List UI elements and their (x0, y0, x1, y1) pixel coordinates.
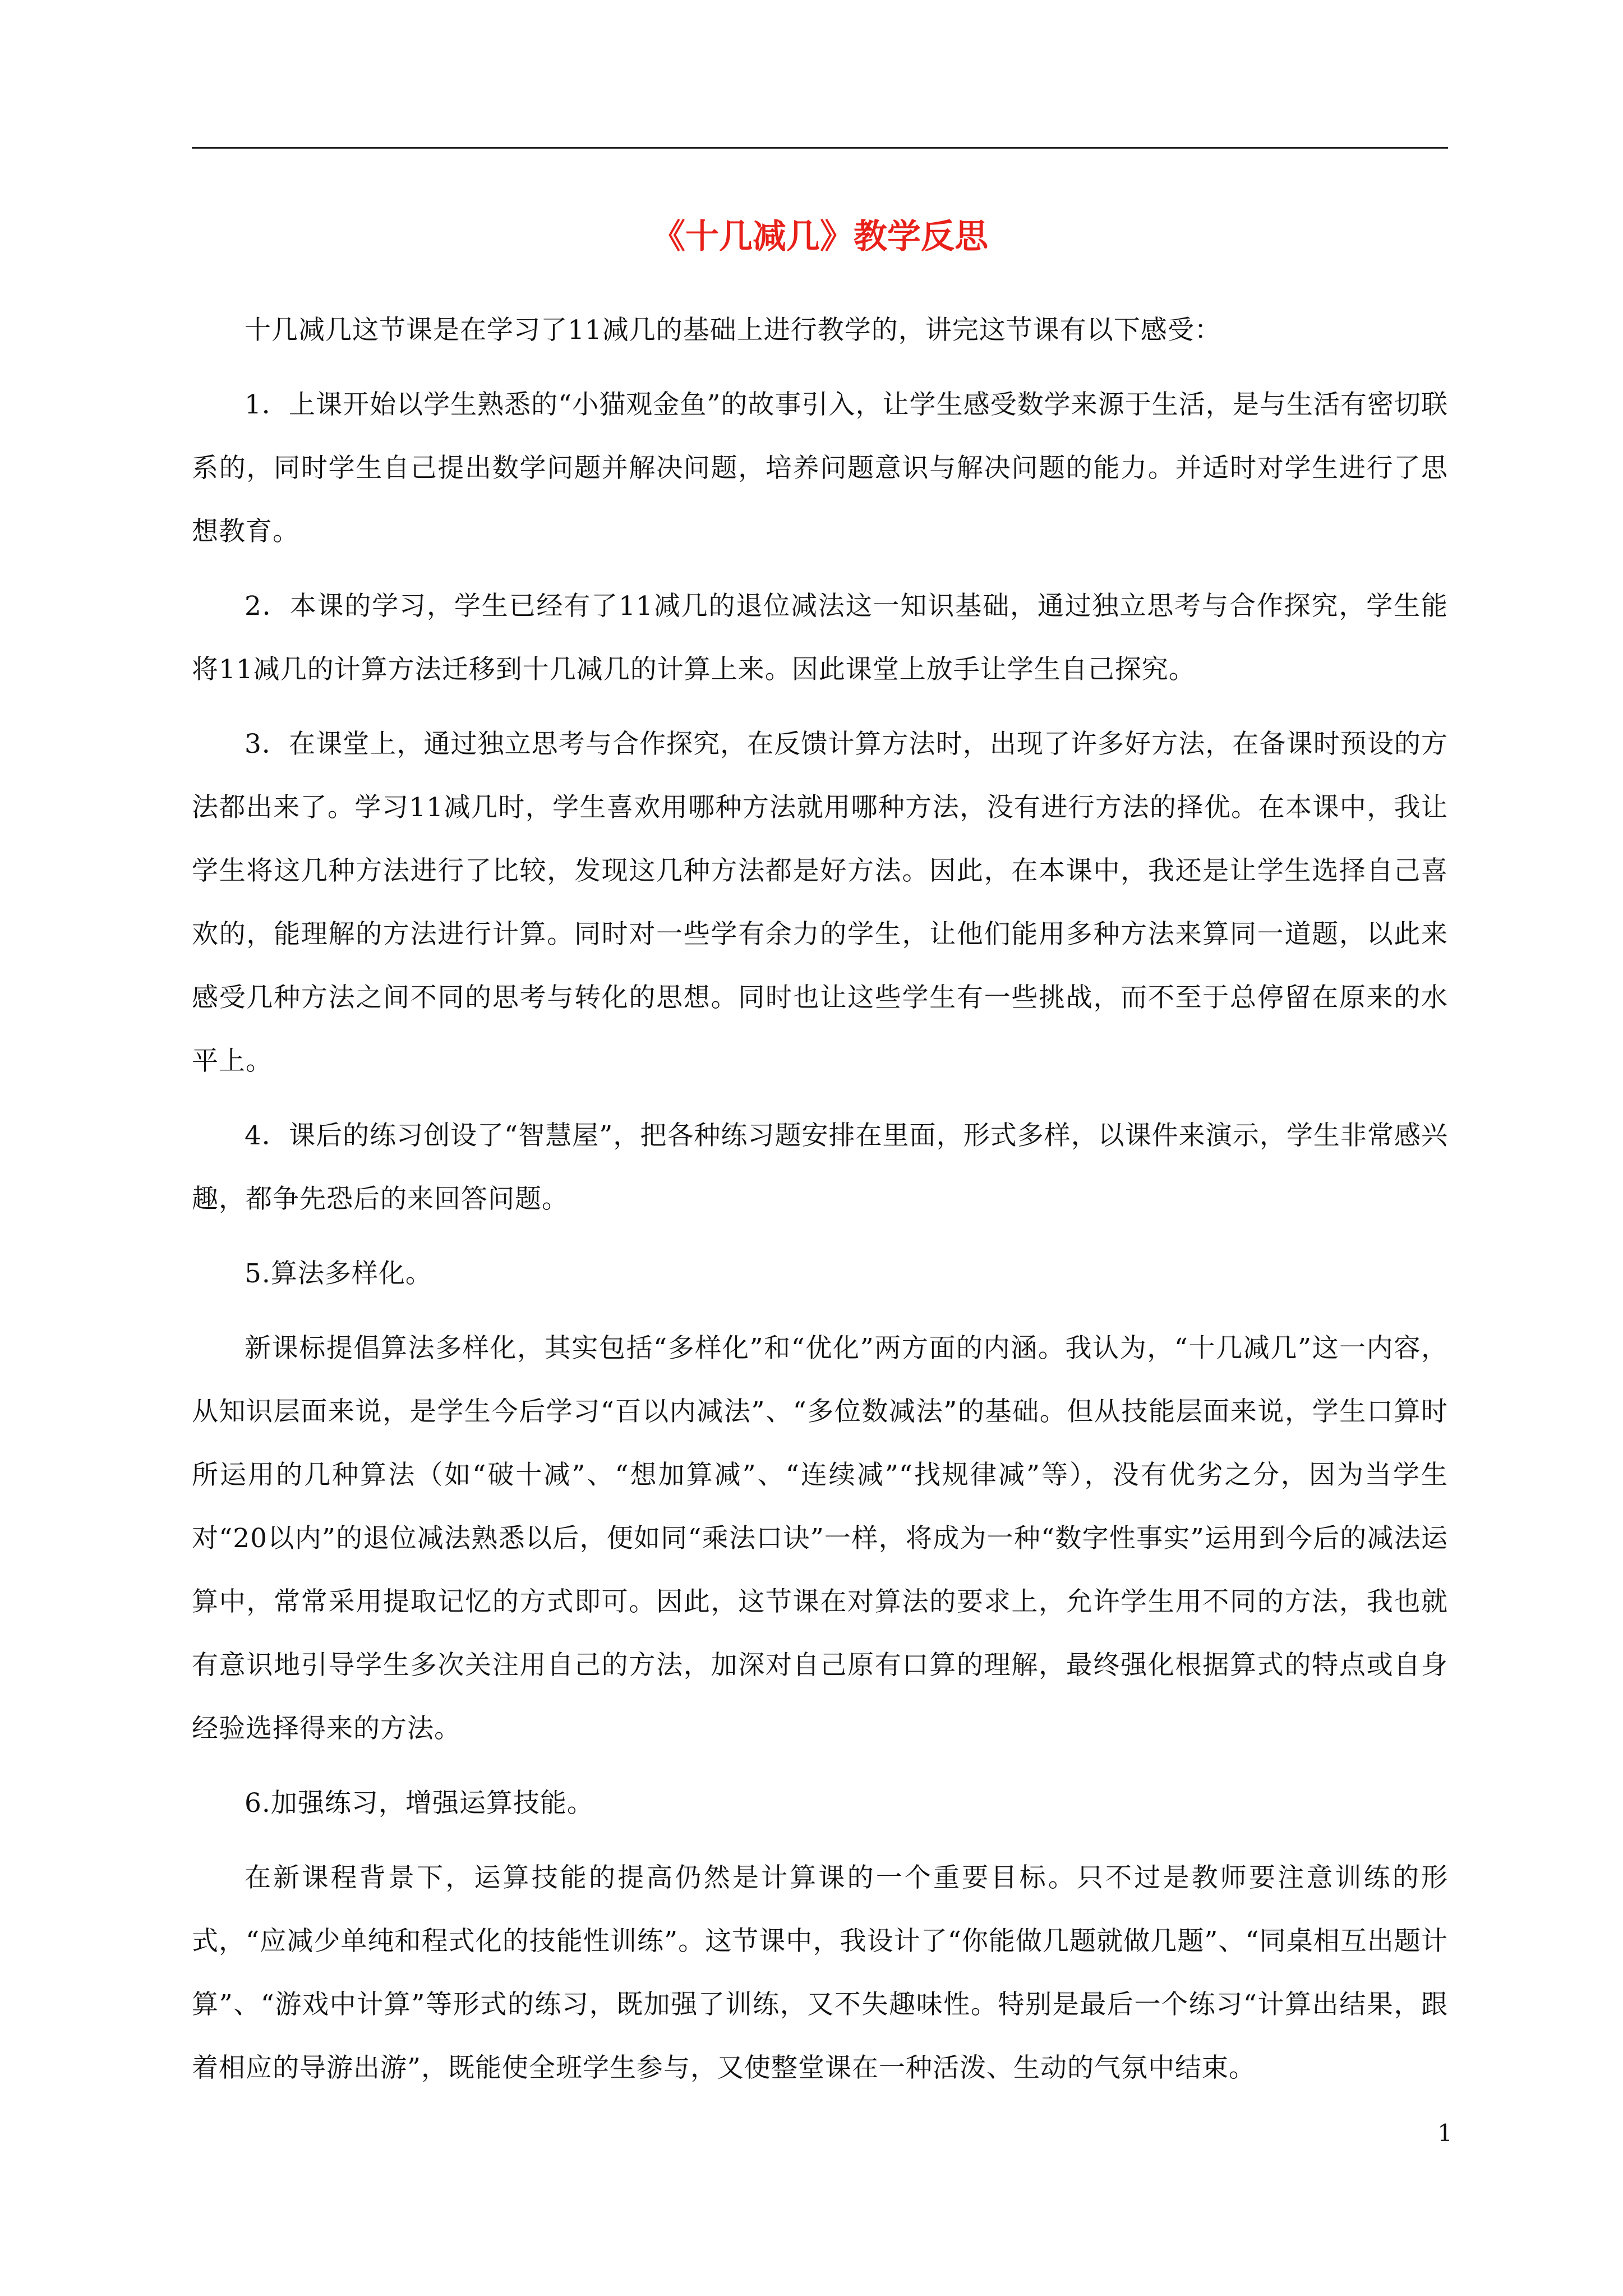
paragraph-point-5-body: 新课标提倡算法多样化，其实包括“多样化”和“优化”两方面的内涵。我认为，“十几减几”这一内容，从知识层面来说，是学生今后学习“百以内减法”、“多位数减法”的基础。但从技能层面来说，学生口算时所运用的几种算法（如“破十减”、“想加算减”、“连续减”“找规律减”等），没有优劣之分，因为当学生对“20以内”的退位减法熟悉以后，便如同“乘法口诀”一样，将成为一种“数字性事实”运用到今后的减法运算中，常常采用提取记忆的方式即可。因此，这节课在对算法的要求上，允许学生用不同的方法，我也就有意识地引导学生多次关注用自己的方法，加深对自己原有口算的理解，最终强化根据算式的特点或自身经验选择得来的方法。 (192, 1333, 1448, 1744)
paragraph-point-6-heading: 6.加强练习，增强运算技能。 (245, 1788, 594, 1819)
paragraph-point-2: 2．本课的学习，学生已经有了11减几的退位减法这一知识基础，通过独立思考与合作探究，学生能将11减几的计算方法迁移到十几减几的计算上来。因此课堂上放手让学生自己探究。 (192, 591, 1448, 685)
paragraph-intro: 十几减几这节课是在学习了11减几的基础上进行教学的，讲完这节课有以下感受： (245, 315, 1221, 346)
header-rule (192, 147, 1448, 149)
document-title: 《十几减几》教学反思 (652, 217, 988, 256)
document-body (192, 298, 1448, 2111)
paragraph-point-1: 1．上课开始以学生熟悉的“小猫观金鱼”的故事引入，让学生感受数学来源于生活，是与生活有密切联系的，同时学生自己提出数学问题并解决问题，培养问题意识与解决问题的能力。并适时对学生进行了思想教育。 (192, 389, 1448, 547)
page-number: 1 (1437, 2119, 1453, 2147)
paragraph-point-6-body: 在新课程背景下，运算技能的提高仍然是计算课的一个重要目标。只不过是教师要注意训练的形式，“应减少单纯和程式化的技能性训练”。这节课中，我设计了“你能做几题就做几题”、“同桌相互出题计算”、“游戏中计算”等形式的练习，既加强了训练，又不失趣味性。特别是最后一个练习“计算出结果，跟着相应的导游出游”，既能使全班学生参与，又使整堂课在一种活泼、生动的气氛中结束。 (192, 1862, 1448, 2083)
paragraph-point-5-heading: 5.算法多样化。 (245, 1258, 432, 1289)
paragraph-point-3: 3．在课堂上，通过独立思考与合作探究，在反馈计算方法时，出现了许多好方法，在备课时预设的方法都出来了。学习11减几时，学生喜欢用哪种方法就用哪种方法，没有进行方法的择优。在本课中，我让学生将这几种方法进行了比较，发现这几种方法都是好方法。因此，在本课中，我还是让学生选择自己喜欢的，能理解的方法进行计算。同时对一些学有余力的学生，让他们能用多种方法来算同一道题，以此来感受几种方法之间不同的思考与转化的思想。同时也让这些学生有一些挑战，而不至于总停留在原来的水平上。 (192, 729, 1448, 1076)
paragraph-point-4: 4．课后的练习创设了“智慧屋”，把各种练习题安排在里面，形式多样，以课件来演示，学生非常感兴趣，都争先恐后的来回答问题。 (192, 1120, 1448, 1214)
